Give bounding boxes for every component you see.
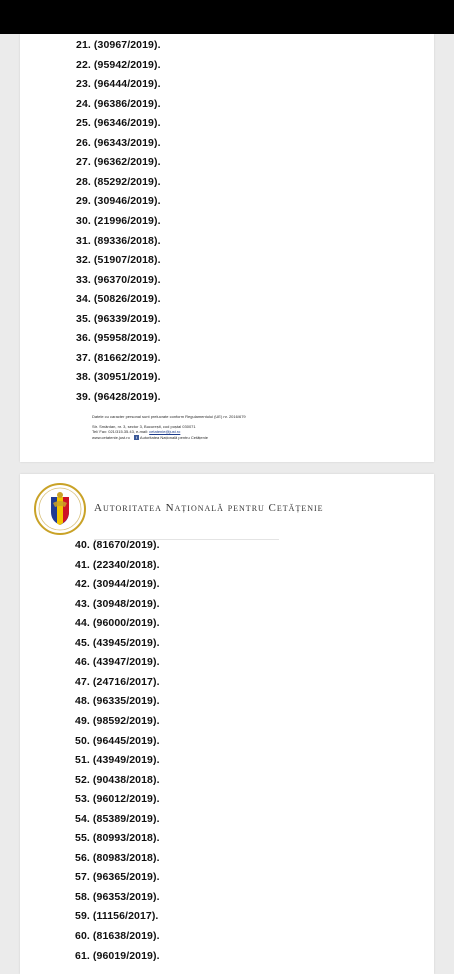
list-item: 26. (96343/2019). <box>76 136 161 149</box>
list-item: 55. (80993/2018). <box>75 832 160 845</box>
list-item: 21. (30967/2019). <box>76 39 161 51</box>
list-item: 43. (30948/2019). <box>75 597 160 610</box>
email-link[interactable]: cetatenie@just.ro <box>149 429 181 435</box>
list-item: 36. (95958/2019). <box>76 332 161 345</box>
list-item: 32. (51907/2018). <box>76 254 161 267</box>
document-page-2 <box>20 474 434 974</box>
list-item: 54. (85389/2019). <box>75 812 160 825</box>
list-item: 59. (11156/2017). <box>75 910 159 923</box>
romanian-coat-of-arms-seal <box>34 483 86 535</box>
list-item: 27. (96362/2019). <box>76 156 161 169</box>
list-item: 34. (50826/2019). <box>76 293 161 306</box>
document-page-1 <box>20 34 434 462</box>
list-item: 57. (96365/2019). <box>75 871 160 884</box>
list-item: 49. (98592/2019). <box>75 714 160 727</box>
list-item: 33. (96370/2019). <box>76 273 161 286</box>
list-item: 28. (85292/2019). <box>76 175 161 188</box>
list-item: 29. (30946/2019). <box>76 195 161 208</box>
top-bar <box>0 0 454 34</box>
list-item: 46. (43947/2019). <box>75 656 160 669</box>
list-item: 48. (96335/2019). <box>75 695 160 708</box>
web-line <box>92 435 246 441</box>
list-item: 30. (21996/2019). <box>76 214 161 227</box>
list-item: 31. (89336/2018). <box>76 234 161 247</box>
facebook-icon: f <box>135 435 137 441</box>
list-item: 42. (30944/2019). <box>75 578 160 591</box>
list-item: 39. (96428/2019). <box>76 390 161 403</box>
address-line: Str. Smârdan, nr. 3, sector 3, București, cod poștal 030071 <box>92 423 196 429</box>
list-item: 37. (81662/2019). <box>76 351 161 364</box>
list-item: 53. (96012/2019). <box>75 793 160 806</box>
list-item: 52. (90438/2018). <box>75 773 160 786</box>
list-item: 41. (22340/2018). <box>75 558 160 571</box>
phone-label: Tel/ Fax: 021/315.35.43, e-mail: <box>92 429 150 435</box>
list-item: 51. (43949/2019). <box>75 754 160 767</box>
list-item: 22. (95942/2019). <box>76 58 161 71</box>
list-item: 44. (96000/2019). <box>75 617 160 630</box>
list-item: 38. (30951/2019). <box>76 371 161 384</box>
list-item: 56. (80983/2018). <box>75 851 160 864</box>
agency-name: Autoritatea Națională pentru Cetățenie <box>94 502 324 514</box>
website-link[interactable]: www.cetatenie.just.ro <box>92 434 130 440</box>
list-item: 23. (96444/2019). <box>76 78 161 91</box>
list-item: 58. (96353/2019). <box>75 890 160 903</box>
list-item: 35. (96339/2019). <box>76 312 161 325</box>
list-item: 61. (96019/2019). <box>75 949 160 962</box>
letterhead <box>32 480 432 540</box>
privacy-note: Datele cu caracter personal sunt prelucrate conform Regulamentului (UE) nr. 2016/679 <box>92 414 246 419</box>
list-item: 40. (81670/2019). <box>75 539 160 551</box>
list-item: 60. (81638/2019). <box>75 930 160 942</box>
list-item: 50. (96445/2019). <box>75 734 160 747</box>
list-item: 45. (43945/2019). <box>75 636 160 649</box>
list-item: 47. (24716/2017). <box>75 675 160 688</box>
page-footer <box>92 414 246 440</box>
list-item: 24. (96386/2019). <box>76 97 161 110</box>
list-item: 25. (96346/2019). <box>76 117 161 130</box>
facebook-label[interactable]: Autoritatea Națională pentru Cetățenie <box>139 434 208 440</box>
